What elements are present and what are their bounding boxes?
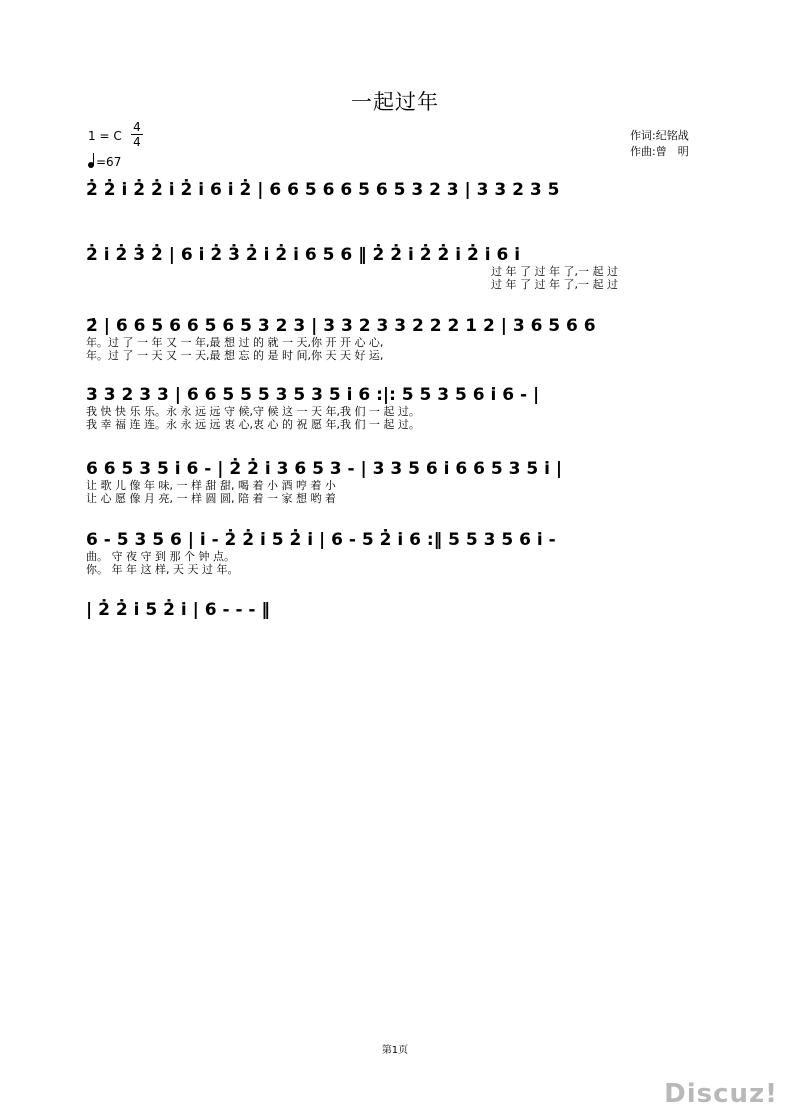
score-row-1 xyxy=(86,180,560,200)
score-row-7 xyxy=(86,600,270,620)
tempo-value: =67 xyxy=(96,155,122,169)
time-sig-bottom: 4 xyxy=(133,135,141,149)
lyric-line-2: 过 年 了 过 年 了,一 起 过 xyxy=(491,278,618,291)
notes-line: 2̇ i̇ 2̇ 3̇ 2̇ | 6 i̇ 2̇ 3̇ 2̇ i̇ 2̇ i̇ 6 5 6 ‖ 2̇ 2̇ i̇ 2̇ 2̇ i̇ 2̇ i̇ 6 i̇ xyxy=(86,245,521,265)
score-row-4 xyxy=(86,385,539,431)
notes-line: | 2̇ 2̇ i̇ 5 2̇ i̇ | 6 - - - ‖ xyxy=(86,600,270,620)
lyric-line-2: 年。过 了 一 天 又 一 天,最 想 忘 的 是 时 间,你 天 天 好 运, xyxy=(86,349,384,362)
composer-credit: 作曲:曾 明 xyxy=(630,145,689,158)
lyric-line-2: 你。 年 年 这 样, 天 天 过 年。 xyxy=(86,563,239,576)
score-row-2 xyxy=(86,245,618,291)
lyric-line-1: 过 年 了 过 年 了,一 起 过 xyxy=(491,265,618,278)
notes-line: 2̇ 2̇ i̇ 2̇ 2̇ i̇ 2̇ i̇ 6 i̇ 2̇ | 6 6 5 6 6 5 6 5 3 2 3 | 3 3 2 3 5 xyxy=(86,180,560,200)
notes-line: 2̇ | 6 6 5 6 6 5 6 5 3 2 3 | 3 3 2 3 3 2 2 2 1 2 | 3 6 5 6 6 xyxy=(86,316,596,336)
key-signature: 1 = C xyxy=(88,129,122,143)
song-title: 一起过年 xyxy=(351,90,439,114)
lyric-line-1: 年。过 了 一 年 又 一 年,最 想 过 的 就 一 天,你 开 开 心 心, xyxy=(86,336,384,349)
score-row-3 xyxy=(86,316,596,362)
credits xyxy=(630,128,689,160)
time-signature xyxy=(130,120,144,149)
notes-line: 6 - 5 3 5 6 | i̇ - 2̇ 2̇ i̇ 5 2̇ i̇ | 6 - 5 2̇ i̇ 6 :‖ 5 5 3 5 6 i̇ - xyxy=(86,530,556,550)
lyric-line-1: 让 歌 儿 像 年 味, 一 样 甜 甜, 喝 着 小 酒 哼 着 小 xyxy=(86,479,336,492)
quarter-note-icon xyxy=(88,162,94,168)
lyric-line-2: 让 心 愿 像 月 亮, 一 样 圆 圆, 陪 着 一 家 想 哟 着 xyxy=(86,492,336,505)
lyric-line-1: 曲。 守 夜 守 到 那 个 钟 点。 xyxy=(86,550,235,563)
score-row-6 xyxy=(86,530,556,576)
notes-line: 6 6 5 3 5 i̇ 6 - | 2̇ 2̇ i̇ 3 6 5 3 - | 3 3 5 6 i̇ 6 6 5 3 5 i̇ | xyxy=(86,459,563,479)
lyricist-credit: 作词:纪铭战 xyxy=(630,129,689,142)
tempo-marking xyxy=(88,155,121,169)
watermark-logo: Discuz! xyxy=(664,1079,778,1109)
notes-line: 3 3 2 3 3 | 6 6 5 5 5 3 5 3 5 i̇ 6 :|: 5 5 3 5 6 i̇ 6 - | xyxy=(86,385,540,405)
score-row-5 xyxy=(86,459,562,505)
page-number: 第1页 xyxy=(381,1045,409,1056)
time-sig-top: 4 xyxy=(133,120,141,134)
lyric-line-1: 我 快 快 乐 乐。永 永 远 远 守 候,守 候 这 一 天 年,我 们 一 起 过。 xyxy=(86,405,420,418)
lyric-line-2: 我 幸 福 连 连。永 永 远 远 衷 心,衷 心 的 祝 愿 年,我 们 一 起 过。 xyxy=(86,418,420,431)
